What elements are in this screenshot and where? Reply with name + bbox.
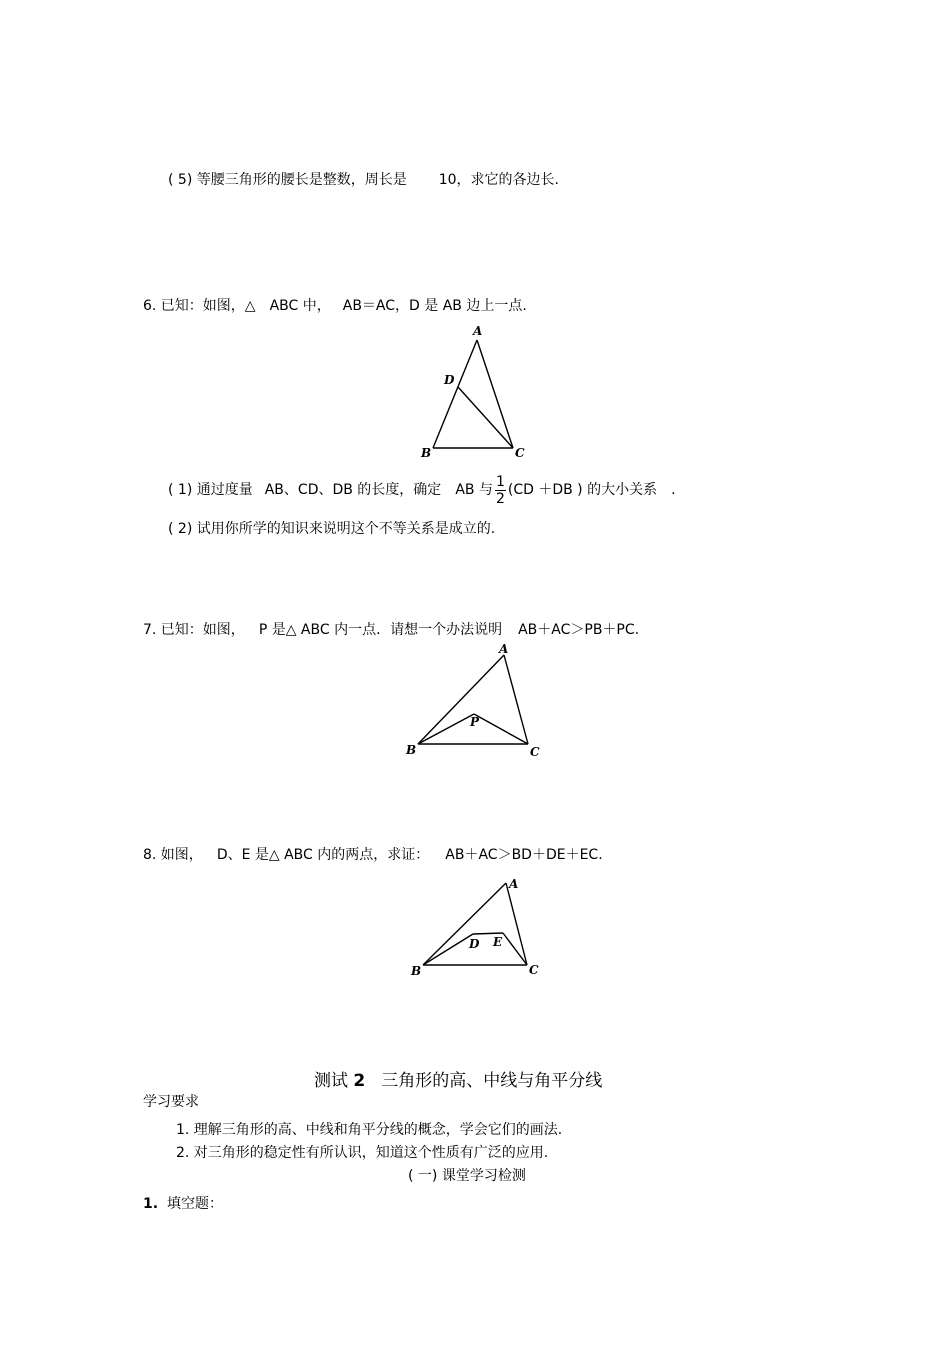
figure-q7-triangle <box>400 640 550 765</box>
q7-stem-c: AB＋AC＞PB＋PC. <box>518 622 640 638</box>
requirement-2: 2. 对三角形的稳定性有所认识，知道这个性质有广泛的应用. <box>176 1145 549 1161</box>
requirement-1: 1. 理解三角形的高、中线和角平分线的概念，学会它们的画法. <box>176 1122 563 1138</box>
q8-label-e: E <box>493 935 503 949</box>
subsection-heading: ( 一) 课堂学习检测 <box>408 1168 526 1184</box>
q6-p1-c: AB 与 <box>455 482 493 498</box>
section-title-num: 2 <box>353 1071 366 1091</box>
section-title-b: 三角形的高、中线与角平分线 <box>381 1071 603 1091</box>
q5-value: 10，求它的各边长. <box>438 172 559 188</box>
section-title <box>314 1066 602 1091</box>
section-title-a: 测试 <box>314 1071 348 1091</box>
fraction-one-half: $\frac{1}{2}$ <box>495 473 505 507</box>
q8-label-c: C <box>529 963 539 977</box>
q7-label-c: C <box>530 745 540 759</box>
q6-label-b: B <box>421 446 432 460</box>
q6-p1-a: ( 1) 通过度量 <box>168 482 253 498</box>
q7-stem-a: 7. 已知：如图， <box>143 622 245 638</box>
q7-label-a: A <box>499 642 509 656</box>
q8-stem-a: 8. 如图， <box>143 847 203 863</box>
question-8-stem <box>143 846 603 864</box>
q8-stem-b: D、E 是△ ABC 内的两点，求证： <box>216 847 430 863</box>
learning-requirements-heading: 学习要求 <box>143 1094 199 1110</box>
q5-text: ( 5) 等腰三角形的腰长是整数，周长是 <box>168 172 407 188</box>
fill-in-number: 1. <box>143 1196 159 1212</box>
fill-in-heading <box>143 1195 223 1213</box>
fill-in-text: 填空题： <box>166 1196 223 1212</box>
figure-q6-triangle <box>415 320 535 465</box>
q8-stem-c: AB＋AC＞BD＋DE＋EC. <box>445 847 603 863</box>
q6-stem-a: 6. 已知：如图，△ <box>143 298 256 314</box>
q7-stem-b: P 是△ ABC 内一点．请想一个办法说明 <box>258 622 503 638</box>
q6-stem-b: ABC 中， <box>269 298 331 314</box>
q8-label-a: A <box>509 877 519 891</box>
q6-label-c: C <box>515 446 525 460</box>
question-7-stem <box>143 621 639 639</box>
q7-label-p: P <box>470 715 480 729</box>
question-6-part-2: ( 2) 试用你所学的知识来说明这个不等关系是成立的. <box>168 521 496 537</box>
q8-label-b: B <box>411 964 422 978</box>
question-6-stem <box>143 297 527 315</box>
question-6-part-1 <box>168 473 676 507</box>
question-5 <box>168 171 559 189</box>
figure-q8-triangle <box>405 870 550 985</box>
q6-p1-b: AB、CD、DB 的长度，确定 <box>264 482 442 498</box>
q6-p1-e: . <box>671 482 676 498</box>
q6-p1-d: (CD ＋DB ) 的大小关系 <box>507 482 658 498</box>
q6-stem-c: AB＝AC，D 是 AB 边上一点. <box>342 298 527 314</box>
q6-label-d: D <box>444 373 455 387</box>
q7-label-b: B <box>406 743 417 757</box>
q8-label-d: D <box>469 937 480 951</box>
q6-label-a: A <box>473 324 483 338</box>
